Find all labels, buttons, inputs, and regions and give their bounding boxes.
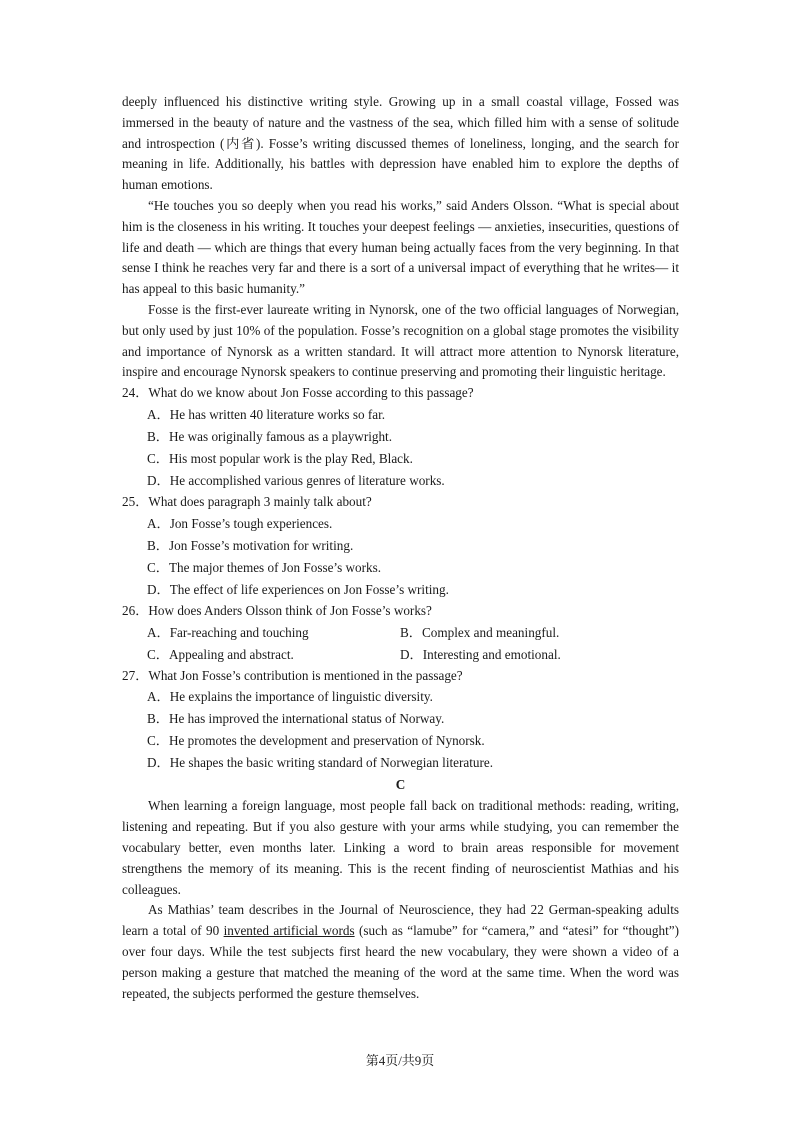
option-d: D．He shapes the basic writing standard of Norwegian literature. (147, 755, 494, 771)
passage-b-paragraph-2: “He touches you so deeply when you read his works,” said Anders Olsson. “What is special about him is the closeness in his writing. It touches your deepest feelings — anxieties, insecurities, questions of life and death — which are things that every human being actually faces from the very beginning. In that sense I think he reaches very far and there is a sort of a universal impact of everything that he writes— it has appeal to this basic humanity.” (122, 197, 679, 297)
passage-b-paragraph-1: deeply influenced his distinctive writing style. Growing up in a small coastal village, Fossed was immersed in the beauty of nature and the vastness of the sea, which filled him with a sense of solitude and introspection (内省). Fosse’s writing discussed themes of loneliness, longing, and the search for meaning in life. Additionally, his battles with depression have enabled him to explore the depths of human emotions. (122, 94, 679, 193)
paragraph-text-start: As Mathias’ team describes in the Journal of Neuroscience, they had 22 German-speaking adults learn a total of 90 (122, 902, 679, 939)
option-b: B．He has improved the international status of Norway. (147, 711, 445, 727)
question-25 (122, 492, 679, 601)
option-b: B．He was originally famous as a playwright. (147, 428, 393, 444)
option-a: A．He has written 40 literature works so far. (147, 406, 386, 422)
option-a: A．Far-reaching and touching (147, 624, 309, 640)
option-row-1 (147, 622, 679, 644)
question-stem: 24．What do we know about Jon Fosse according to this passage? (122, 385, 474, 401)
question-stem: 27．What Jon Fosse’s contribution is mentioned in the passage? (122, 667, 463, 683)
option-c: C．He promotes the development and preservation of Nynorsk. (147, 733, 485, 749)
option-c: C．His most popular work is the play Red, Black. (147, 450, 413, 466)
option-b: B．Jon Fosse’s motivation for writing. (147, 537, 354, 553)
passage-b-paragraph-3: Fosse is the first-ever laureate writing in Nynorsk, one of the two official languages of Norwegian, but only used by just 10% of the population. Fosse’s recognition on a global stage promotes the visibility and importance of Nynorsk as a written standard. It will attract more attention to Nynorsk literature, inspire and encourage Nynorsk speakers to continue preserving and promoting their linguistic heritage. (122, 301, 679, 380)
page-number-footer: 第4页/共9页 (365, 1053, 435, 1068)
underlined-phrase: invented artificial words (223, 923, 355, 939)
option-row-2 (147, 644, 679, 666)
passage-c-paragraph-1: When learning a foreign language, most people fall back on traditional methods: reading, writing, listening and repeating. But if you also gesture with your arms while studying, you can remember the vocabulary better, even months later. Linking a word to brain areas responsible for movement strengthens the memory of its meaning. This is the recent finding of neuroscientist Mathias and his colleagues. (122, 798, 679, 897)
question-24 (122, 383, 679, 492)
passage-c-paragraph-2 (122, 900, 679, 1004)
option-c: C．Appealing and abstract. (147, 646, 294, 662)
question-26 (122, 601, 679, 666)
document-page (122, 92, 679, 1004)
option-d: D．The effect of life experiences on Jon Fosse’s writing. (147, 581, 449, 597)
question-stem: 25．What does paragraph 3 mainly talk about? (122, 493, 372, 509)
section-heading: C (395, 777, 406, 793)
option-a: A．He explains the importance of linguistic diversity. (147, 689, 433, 705)
option-a: A．Jon Fosse’s tough experiences. (147, 515, 333, 531)
paragraph-text-end: (such as “lamube” for “camera,” and “atesi” for “thought”) over four days. While the test subjects first heard the new vocabulary, they were shown a video of a person making a gesture that matched the meaning of the word at the same time. When the word was repeated, the subjects performed the gesture themselves. (122, 923, 679, 1001)
option-d: D．He accomplished various genres of literature works. (147, 472, 445, 488)
question-stem: 26．How does Anders Olsson think of Jon Fosse’s works? (122, 602, 432, 618)
option-c: C．The major themes of Jon Fosse’s works. (147, 559, 382, 575)
question-27 (122, 666, 679, 775)
option-b: B．Complex and meaningful. (400, 624, 560, 640)
option-d: D．Interesting and emotional. (400, 646, 561, 662)
